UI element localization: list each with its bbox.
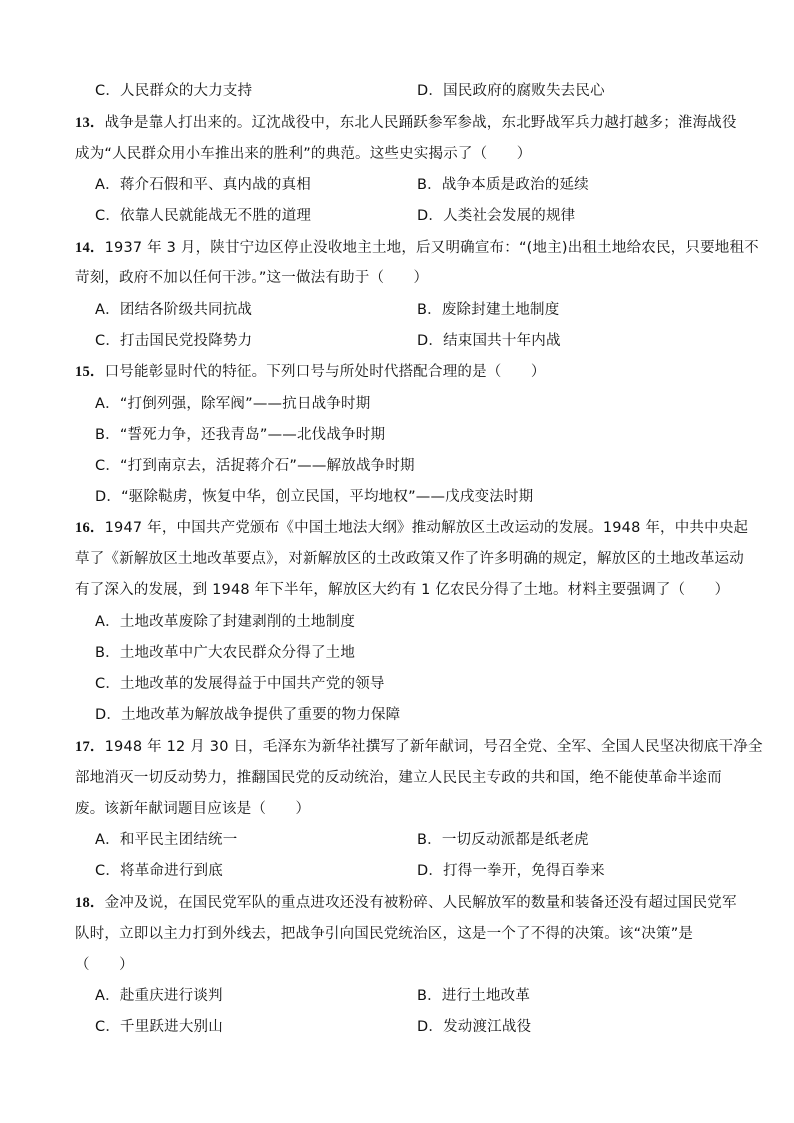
q13-option-a[interactable]: A．蒋介石假和平、真内战的真相	[95, 177, 311, 193]
q13-stem-line-1	[75, 113, 735, 133]
q15-number: 15．	[75, 364, 105, 380]
q13-option-c[interactable]: C．依靠人民就能战无不胜的道理	[95, 208, 312, 224]
q14-stem-line-1	[75, 238, 759, 258]
q18-stem-line-3: （ ）	[75, 957, 134, 973]
q18-stem-text-1: 金冲及说，在国民党军队的重点进攻还没有被粉碎、人民解放军的数量和装备还没有超过国民党军	[104, 895, 737, 911]
q16-option-a[interactable]: A．土地改革废除了封建剥削的土地制度	[95, 614, 356, 630]
q12-option-c[interactable]: C．人民群众的大力支持	[95, 83, 253, 99]
q15-option-d[interactable]: D．“驱除鞑虏，恢复中华，创立民国，平均地权”——戊戌变法时期	[95, 489, 534, 505]
q18-option-d[interactable]: D．发动渡江战役	[417, 1019, 532, 1035]
q17-stem-line-1	[75, 737, 763, 757]
q13-option-d[interactable]: D．人类社会发展的规律	[417, 208, 576, 224]
q17-option-c[interactable]: C．将革命进行到底	[95, 863, 223, 879]
q14-option-b[interactable]: B．废除封建土地制度	[417, 302, 560, 318]
q15-stem-text-1: 口号能彰显时代的特征。下列口号与所处时代搭配合理的是（ ）	[104, 364, 546, 380]
q16-option-d[interactable]: D．土地改革为解放战争提供了重要的物力保障	[95, 707, 401, 723]
q17-option-d[interactable]: D．打得一拳开，免得百拳来	[417, 863, 605, 879]
q17-option-b[interactable]: B．一切反动派都是纸老虎	[417, 832, 589, 848]
q17-stem-line-3: 废。该新年献词题目应该是（ ）	[75, 801, 311, 817]
q16-stem-line-1	[75, 518, 749, 538]
q18-option-a[interactable]: A．赴重庆进行谈判	[95, 988, 223, 1004]
q16-option-c[interactable]: C．土地改革的发展得益于中国共产党的领导	[95, 676, 385, 692]
q14-number: 14．	[75, 240, 105, 256]
q17-number: 17．	[75, 739, 105, 755]
q13-number: 13．	[75, 115, 105, 131]
q14-option-d[interactable]: D．结束国共十年内战	[417, 333, 561, 349]
q13-stem-line-2: 成为“人民群众用小车推出来的胜利”的典范。这些史实揭示了（ ）	[75, 146, 532, 162]
q17-stem-text-1: 1948 年 12 月 30 日，毛泽东为新华社撰写了新年献词，号召全党、全军、全国人民坚决彻底干净全	[104, 739, 763, 755]
q16-stem-text-1: 1947 年，中国共产党颁布《中国土地法大纲》推动解放区土改运动的发展。1948 年，中共中央起	[104, 520, 749, 536]
q18-number: 18．	[75, 895, 105, 911]
q17-stem-line-2: 部地消灭一切反动势力，推翻国民党的反动统治，建立人民民主专政的共和国，绝不能使革命半途而	[75, 770, 722, 786]
q18-stem-line-1	[75, 893, 735, 913]
q18-option-b[interactable]: B．进行土地改革	[417, 988, 531, 1004]
q14-option-a[interactable]: A．团结各阶级共同抗战	[95, 302, 253, 318]
q15-stem-line-1	[75, 362, 735, 382]
q17-option-a[interactable]: A．和平民主团结统一	[95, 832, 238, 848]
q14-stem-line-2: 苛刻，政府不加以任何干涉。”这一做法有助于（ ）	[75, 270, 429, 286]
q12-option-d[interactable]: D．国民政府的腐败失去民心	[417, 83, 605, 99]
q16-option-b[interactable]: B．土地改革中广大农民群众分得了土地	[95, 645, 356, 661]
q14-stem-text-1: 1937 年 3 月，陕甘宁边区停止没收地主土地，后又明确宣布：“(地主)出租土地给农民，只要地租不	[104, 240, 759, 256]
q15-option-c[interactable]: C．“打到南京去，活捉蒋介石”——解放战争时期	[95, 458, 415, 474]
q16-stem-line-2: 草了《新解放区土地改革要点》，对新解放区的土改政策又作了许多明确的规定，解放区的土地改革运动	[75, 551, 744, 567]
q14-option-c[interactable]: C．打击国民党投降势力	[95, 333, 253, 349]
q16-stem-line-3: 有了深入的发展，到 1948 年下半年，解放区大约有 1 亿农民分得了土地。材料主要强调了（ ）	[75, 582, 730, 598]
q13-stem-text-1: 战争是靠人打出来的。辽沈战役中，东北人民踊跃参军参战，东北野战军兵力越打越多；淮海战役	[104, 115, 737, 131]
q13-option-b[interactable]: B．战争本质是政治的延续	[417, 177, 589, 193]
q16-number: 16．	[75, 520, 105, 536]
q15-option-b[interactable]: B．“誓死力争，还我青岛”——北伐战争时期	[95, 427, 386, 443]
q15-option-a[interactable]: A．“打倒列强，除军阀”——抗日战争时期	[95, 396, 371, 412]
q18-option-c[interactable]: C．千里跃进大别山	[95, 1019, 223, 1035]
q18-stem-line-2: 队时，立即以主力打到外线去，把战争引向国民党统治区，这是一个了不得的决策。该“决策”是	[75, 926, 694, 942]
